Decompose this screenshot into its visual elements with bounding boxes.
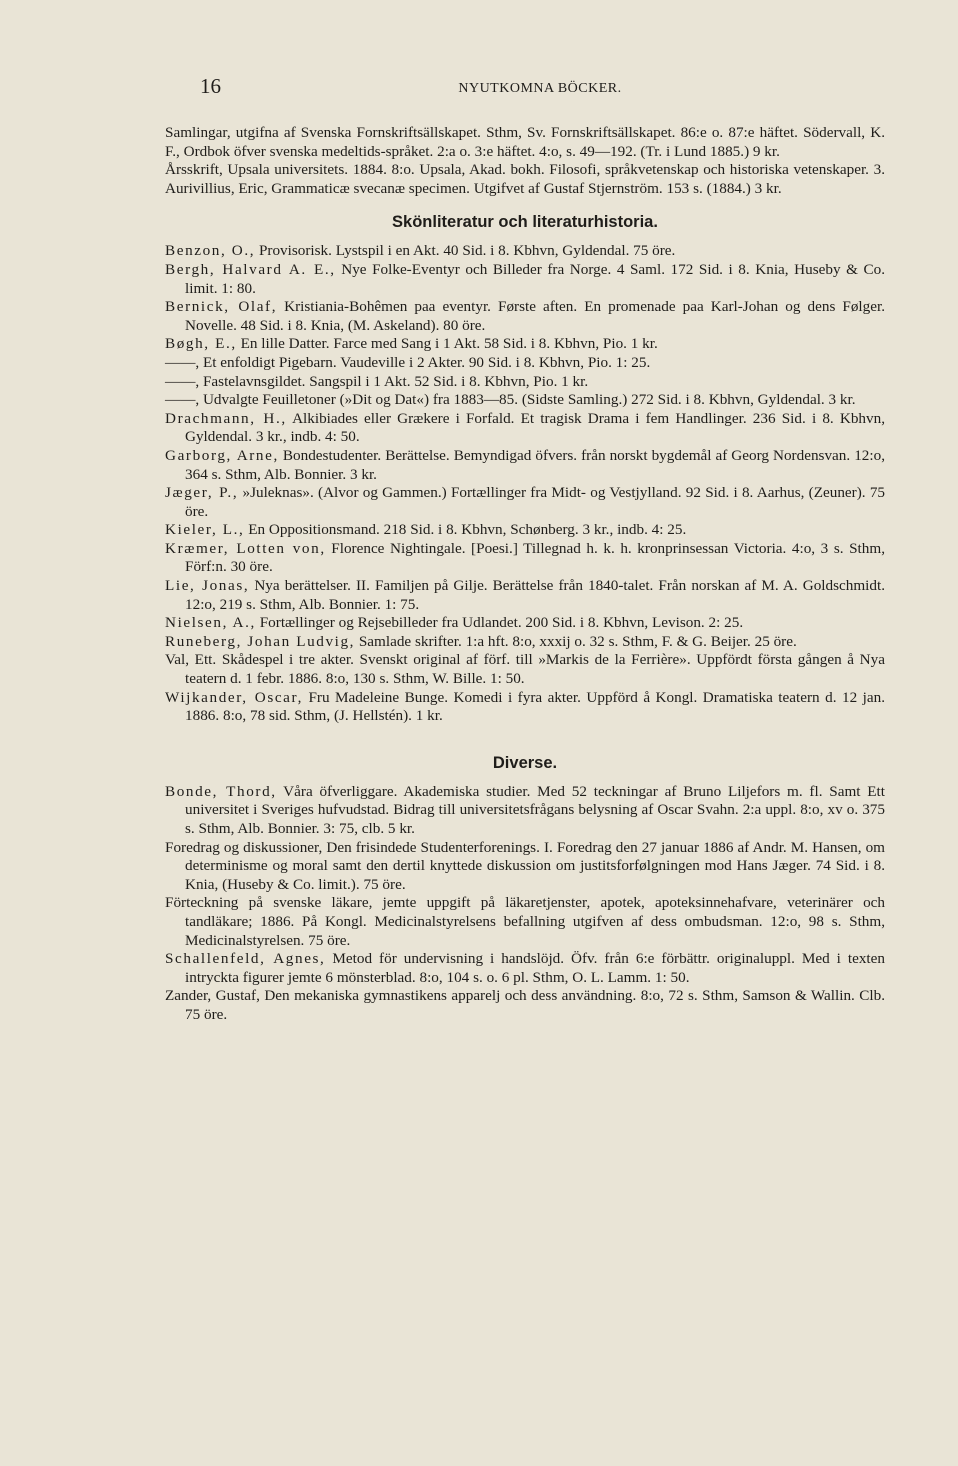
- entry-author: Bonde, Thord,: [165, 782, 277, 800]
- bibliography-entry: [165, 783, 885, 839]
- entry-text: Förteckning på svenske läkare, jemte uppgift på läkaretjenster, apotek, apoteksinnehafvare, veterinärer och tandläkare; 1886. På Kongl. Medicinalstyrelsens befallning utgifven af dess ombudsman. 12:o, 98 s. Sthm, Medicinalstyrelsen. 75 öre.: [165, 894, 885, 949]
- entry-author: Lie, Jonas,: [165, 577, 250, 595]
- entry-author: Bøgh, E.,: [165, 335, 237, 353]
- bibliography-entry: [165, 261, 885, 298]
- bibliography-entry: [165, 894, 885, 950]
- page-content: [165, 124, 885, 1025]
- literature-entries: [165, 242, 885, 725]
- entry-text: Nye Folke-Eventyr och Billeder fra Norge. 4 Saml. 172 Sid. i 8. Knia, Huseby & Co. limit. 1: 80.: [185, 260, 886, 297]
- entry-text: Foredrag og diskussioner, Den frisindede Studenterforenings. I. Foredrag den 27 januar 1886 af Andr. M. Hansen, om determinisme og moral samt den dertil knyttede diskussion om justitsforfølgningen mod Hans Jæger. 74 Sid. i 8. Knia, (Huseby & Co. limit.). 75 öre.: [165, 838, 885, 893]
- entry-author: Kræmer, Lotten von,: [165, 539, 326, 557]
- bibliography-entry: [165, 540, 885, 577]
- entry-text: Fortællinger og Rejsebilleder fra Udlandet. 200 Sid. i 8. Kbhvn, Levison. 2: 25.: [255, 614, 744, 632]
- entry-text: Kristiania-Bohêmen paa eventyr. Første aften. En promenade paa Karl-Johan og dens Følger. Novelle. 48 Sid. i 8. Knia, (M. Askeland). 80 öre.: [185, 298, 886, 334]
- bibliography-entry: [165, 839, 885, 895]
- bibliography-entry: [165, 124, 885, 161]
- bibliography-entry: [165, 298, 885, 335]
- entry-text: »Juleknas». (Alvor og Gammen.) Fortællinger fra Midt- og Vestjylland. 92 Sid. i 8. Aarhus, (Zeuner). 75 öre.: [185, 484, 886, 520]
- entry-text: Metod för undervisning i handslöjd. Öfv. från 6:e förbättr. originaluppl. Med i texten intryckta figurer jemte 6 mönsterblad. 8:o, 104 s. o. 6 pl. Sthm, O. L. Lamm. 1: 50.: [185, 950, 885, 986]
- entry-text: Samlade skrifter. 1:a hft. 8:o, xxxij o. 32 s. Sthm, F. & G. Beijer. 25 öre.: [355, 632, 797, 650]
- bibliography-entry: [165, 484, 885, 521]
- entry-text: Val, Ett. Skådespel i tre akter. Svenskt original af förf. till »Markis de la Ferrière». Uppfördt första gången å Nya teatern d. 1 febr. 1886. 8:o, 130 s. Sthm, W. Bille. 1: 50.: [165, 651, 885, 688]
- bibliography-entry: [165, 161, 885, 198]
- entry-text: Fru Madeleine Bunge. Komedi i fyra akter. Uppförd å Kongl. Dramatiska teatern d. 12 jan. 1886. 8:o, 78 sid. Sthm, (J. Hellstén). 1 kr.: [185, 688, 885, 725]
- bibliography-entry: [165, 242, 885, 261]
- entry-author: Bergh, Halvard A. E.,: [165, 260, 336, 278]
- entry-author: Runeberg, Johan Ludvig,: [165, 632, 356, 650]
- page-number: 16: [200, 74, 221, 98]
- entry-text: Alkibiades eller Grækere i Forfald. Et tragisk Drama i fem Handlinger. 236 Sid. i 8. Kbhvn, Gyldendal. 3 kr., indb. 4: 50.: [185, 409, 885, 446]
- bibliography-entry: [165, 689, 885, 726]
- bibliography-entry: [165, 633, 885, 652]
- entry-text: En lille Datter. Farce med Sang i 1 Akt. 58 Sid. i 8. Kbhvn, Pio. 1 kr.: [236, 335, 658, 353]
- bibliography-entry: [165, 447, 885, 484]
- entry-author: Schallenfeld, Agnes,: [165, 950, 326, 968]
- entry-text: Samlingar, utgifna af Svenska Fornskriftsällskapet. Sthm, Sv. Fornskriftsällskapet. 86:e o. 87:e häftet. Södervall, K. F., Ordbok öfver svenska medeltids-språket. 2:a o. 3:e häftet. 4:o, s. 49—192. (Tr. i Lund 1885.) 9 kr.: [165, 124, 885, 160]
- entry-author: Garborg, Arne,: [165, 446, 279, 464]
- entry-author: Benzon, O.,: [165, 242, 256, 260]
- entry-text: ——, Fastelavnsgildet. Sangspil i 1 Akt. 52 Sid. i 8. Kbhvn, Pio. 1 kr.: [165, 372, 589, 390]
- entry-text: Nya berättelser. II. Familjen på Gilje. Berättelse från 1840-talet. Från norskan af M. A. Goldschmidt. 12:o, 219 s. Sthm, Alb. Bonnier. 1: 75.: [185, 577, 885, 613]
- bibliography-entry: [165, 391, 885, 410]
- entry-text: Florence Nightingale. [Poesi.] Tillegnad h. k. h. kronprinsessan Victoria. 4:o, 3 s. Sthm, Förf:n. 30 öre.: [185, 539, 885, 576]
- bibliography-entry: [165, 410, 885, 447]
- bibliography-entry: [165, 950, 885, 987]
- entry-author: Drachmann, H.,: [165, 409, 287, 427]
- bibliography-entry: [165, 651, 885, 688]
- intro-entries: [165, 124, 885, 198]
- page-header: [200, 74, 880, 104]
- entry-author: Jæger, P.,: [165, 484, 239, 502]
- bibliography-entry: [165, 335, 885, 354]
- entry-text: Våra öfverliggare. Akademiska studier. Med 52 teckningar af Bruno Liljefors m. fl. Samt Ett universitet i Sveriges hufvudstad. Bidrag till universitetsfrågans belysning af Oscar Svahn. 2:a uppl. 8:o, xv o. 375 s. Sthm, Alb. Bonnier. 3: 75, clb. 5 kr.: [185, 782, 885, 837]
- bibliography-entry: [165, 614, 885, 633]
- entry-text: Zander, Gustaf, Den mekaniska gymnastikens apparelj och dess användning. 8:o, 72 s. Sthm, Samson & Wallin. Clb. 75 öre.: [165, 987, 885, 1023]
- diverse-entries: [165, 783, 885, 1025]
- entry-text: Bondestudenter. Berättelse. Bemyndigad öfvers. från norskt bygdemål af Georg Nordensvan. 12:o, 364 s. Sthm, Alb. Bonnier. 3 kr.: [185, 446, 885, 483]
- entry-author: Nielsen, A.,: [165, 614, 256, 632]
- entry-author: Kieler, L.,: [165, 521, 245, 539]
- entry-author: Bernick, Olaf,: [165, 298, 278, 316]
- bibliography-entry: [165, 521, 885, 540]
- section-heading-literature: Skönliteratur och literaturhistoria.: [392, 213, 658, 232]
- bibliography-entry: [165, 577, 885, 614]
- section-heading-diverse: Diverse.: [492, 753, 558, 772]
- entry-text: Provisorisk. Lystspil i en Akt. 40 Sid. i 8. Kbhvn, Gyldendal. 75 öre.: [255, 242, 676, 260]
- bibliography-entry: [165, 987, 885, 1024]
- entry-author: Wijkander, Oscar,: [165, 688, 303, 706]
- entry-text: ——, Et enfoldigt Pigebarn. Vaudeville i 2 Akter. 90 Sid. i 8. Kbhvn, Pio. 1: 25.: [165, 353, 651, 371]
- entry-text: Årsskrift, Upsala universitets. 1884. 8:o. Upsala, Akad. bokh. Filosofi, språkvetenskap och historiska vetenskaper. 3. Aurivillius, Eric, Grammaticæ svecanæ specimen. Utgifvet af Gustaf Stjernström. 153 s. (1884.) 3 kr.: [165, 161, 885, 197]
- bibliography-entry: [165, 373, 885, 392]
- bibliography-entry: [165, 354, 885, 373]
- entry-text: ——, Udvalgte Feuilletoner (»Dit og Dat«) fra 1883—85. (Sidste Samling.) 272 Sid. i 8. Kbhvn, Gyldendal. 3 kr.: [165, 391, 856, 409]
- entry-text: En Oppositionsmand. 218 Sid. i 8. Kbhvn, Schønberg. 3 kr., indb. 4: 25.: [244, 521, 687, 539]
- running-title: NYUTKOMNA BÖCKER.: [458, 81, 622, 96]
